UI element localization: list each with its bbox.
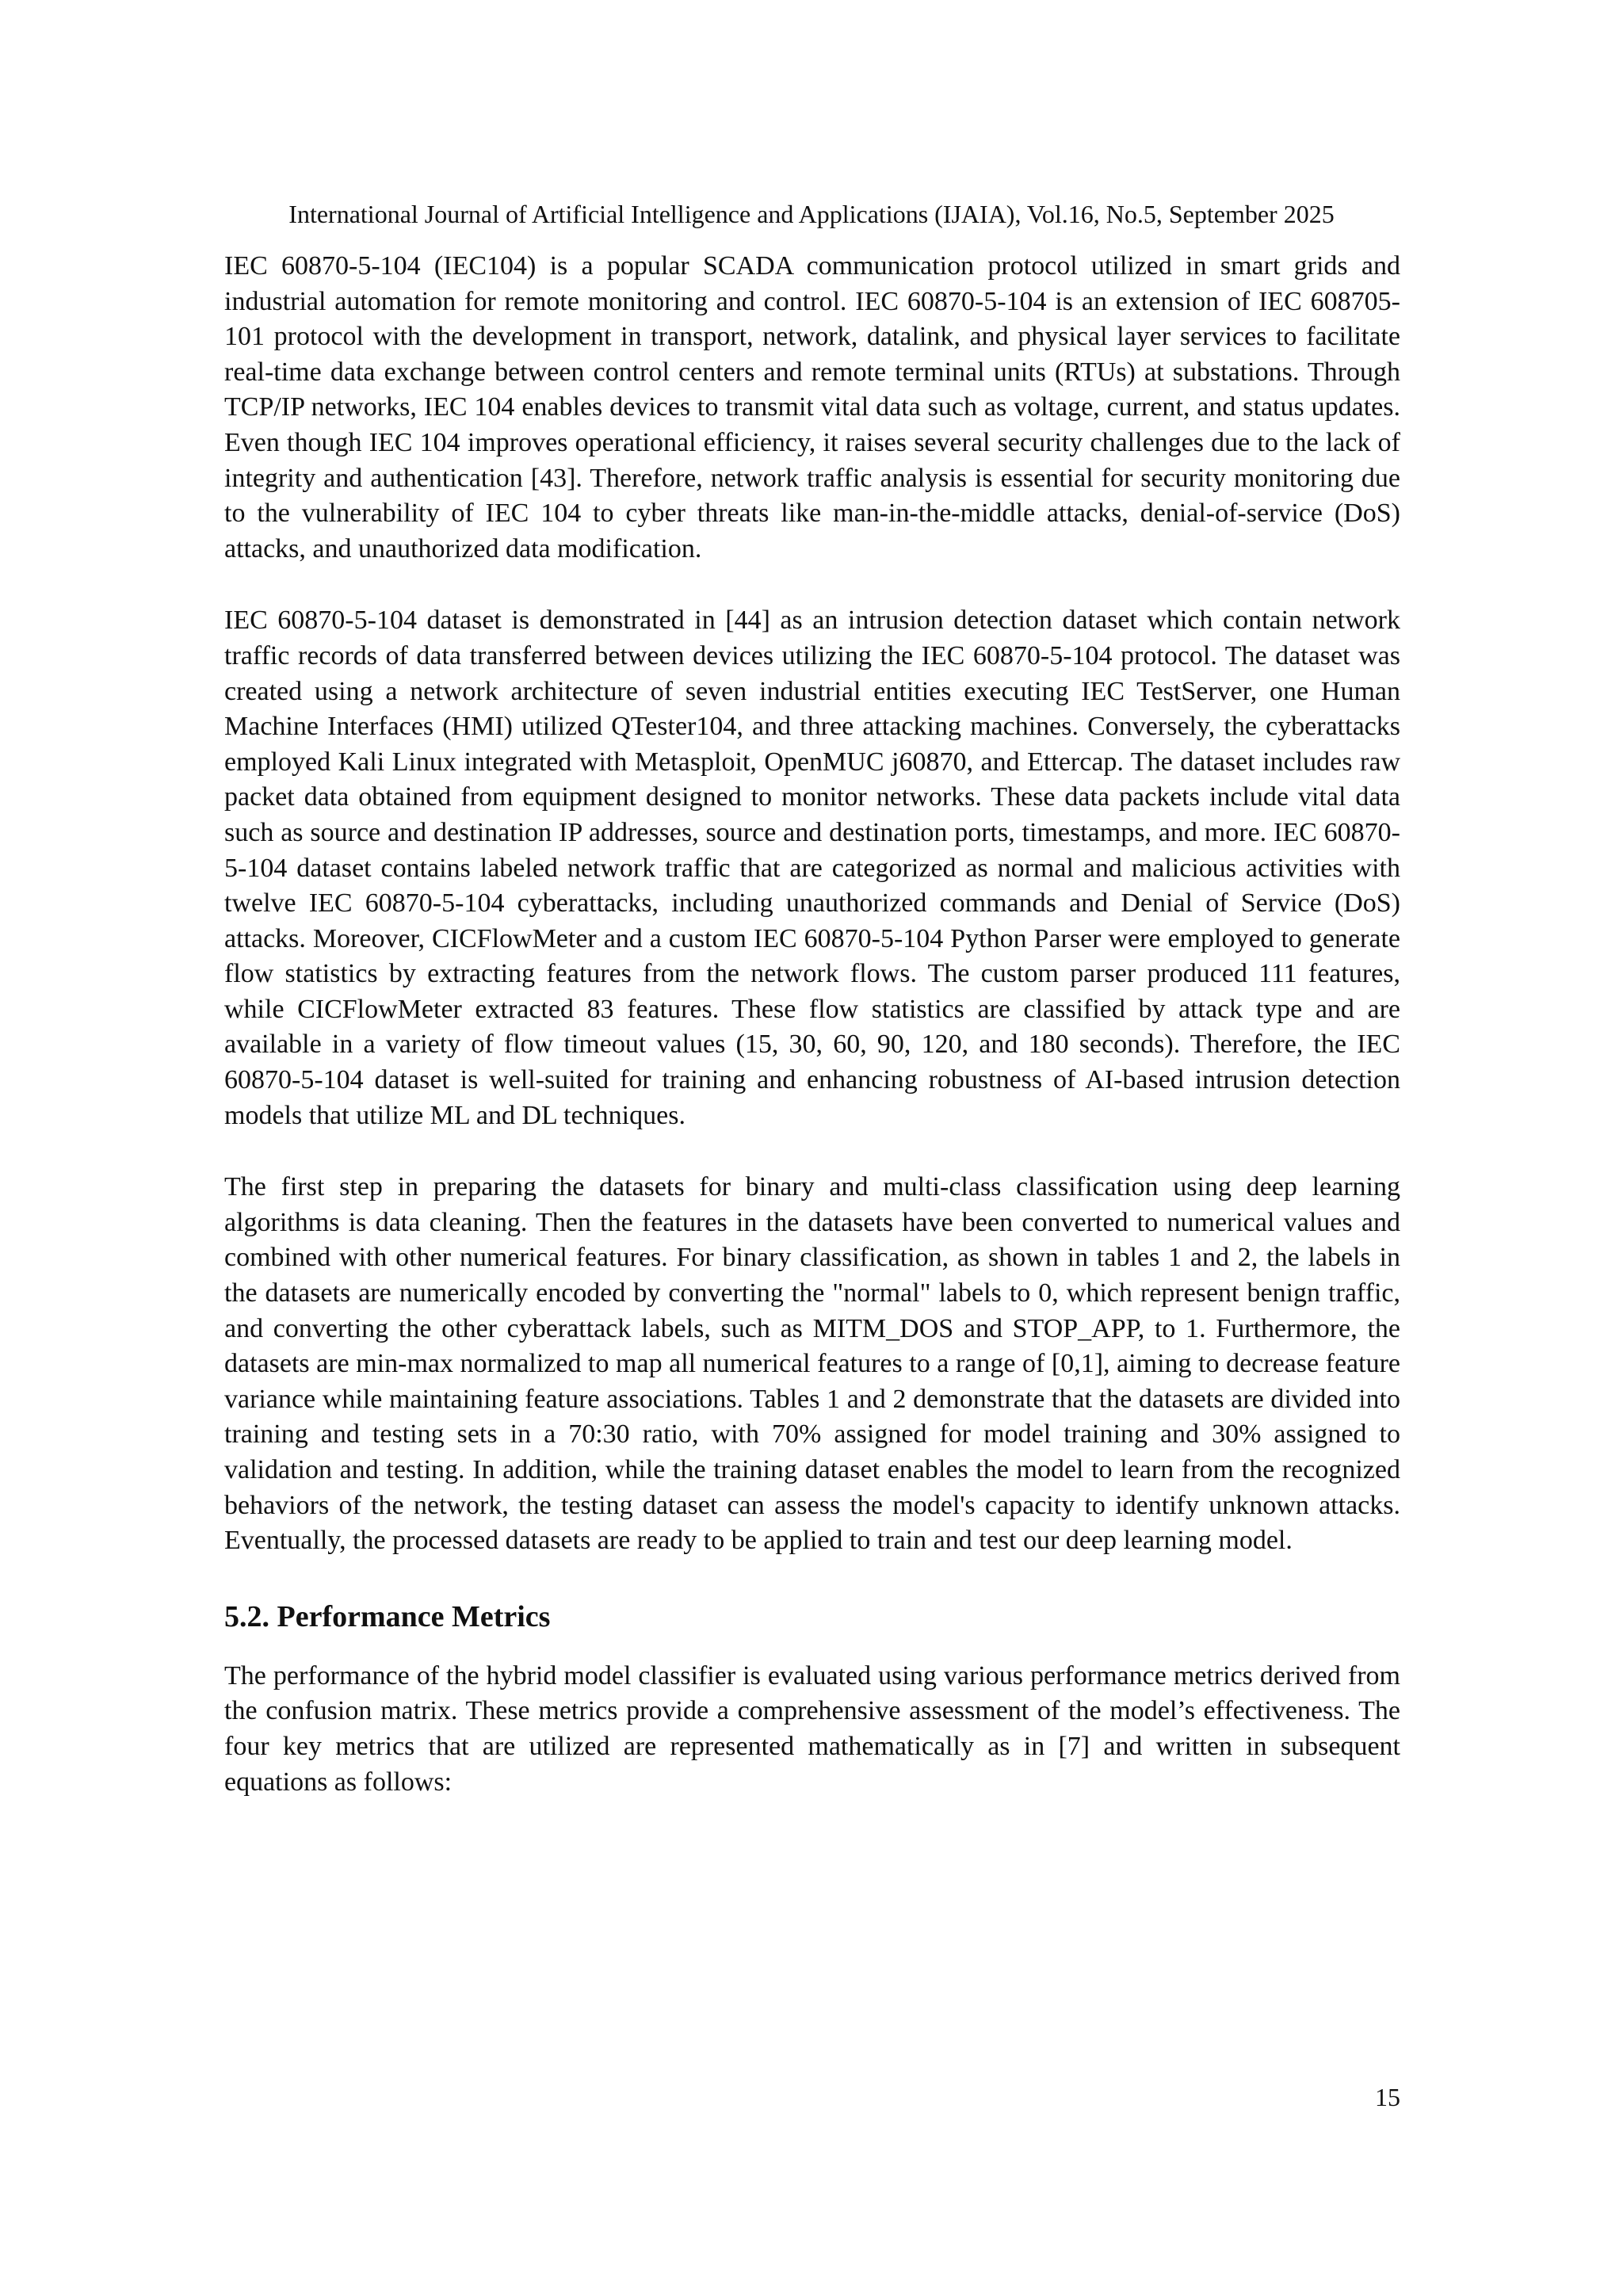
section-heading-performance-metrics: 5.2. Performance Metrics xyxy=(224,1599,551,1633)
paragraph-iec104-dataset: IEC 60870-5-104 dataset is demonstrated in [44] as an intrusion detection dataset which contain network traffic records of data transferred between devices utilizing the IEC 60870-5-104 protocol. The dataset was created using a network architecture of seven industrial entities executing IEC TestServer, one Human Machine Interfaces (HMI) utilized QTester104, and three attacking machines. Conversely, the cyberattacks employed Kali Linux integrated with Metasploit, OpenMUC j60870, and Ettercap. The dataset includes raw packet data obtained from equipment designed to monitor networks. These data packets include vital data such as source and destination IP addresses, source and destination ports, timestamps, and more. IEC 60870-5-104 dataset contains labeled network traffic that are categorized as normal and malicious activities with twelve IEC 60870-5-104 cyberattacks, including unauthorized commands and Denial of Service (DoS) attacks. Moreover, CICFlowMeter and a custom IEC 60870-5-104 Python Parser were employed to generate flow statistics by extracting features from the network flows. The custom parser produced 111 features, while CICFlowMeter extracted 83 features. These flow statistics are classified by attack type and are available in a variety of flow timeout values (15, 30, 60, 90, 120, and 180 seconds). Therefore, the IEC 60870-5-104 dataset is well-suited for training and enhancing robustness of AI-based intrusion detection models that utilize ML and DL techniques. xyxy=(224,606,1400,1130)
paragraph-iec104-intro: IEC 60870-5-104 (IEC104) is a popular SCADA communication protocol utilized in smart grids and industrial automation for remote monitoring and control. IEC 60870-5-104 is an extension of IEC 608705-101 protocol with the development in transport, network, datalink, and physical layer services to facilitate real-time data exchange between control centers and remote terminal units (RTUs) at substations. Through TCP/IP networks, IEC 104 enables devices to transmit vital data such as voltage, current, and status updates. Even though IEC 104 improves operational efficiency, it raises several security challenges due to the lack of integrity and authentication [43]. Therefore, network traffic analysis is essential for security monitoring due to the vulnerability of IEC 104 to cyber threats like man-in-the-middle attacks, denial-of-service (DoS) attacks, and unauthorized data modification. xyxy=(224,251,1400,563)
page-number: 15 xyxy=(1375,2083,1400,2111)
running-header: International Journal of Artificial Intelligence and Applications (IJAIA), Vol.16, No.5, September 2025 xyxy=(288,200,1335,228)
paragraph-data-preparation: The first step in preparing the datasets for binary and multi-class classification using deep learning algorithms is data cleaning. Then the features in the datasets have been converted to numerical values and combined with other numerical features. For binary classification, as shown in tables 1 and 2, the labels in the datasets are numerically encoded by converting the "normal" labels to 0, which represent benign traffic, and converting the other cyberattack labels, such as MITM_DOS and STOP_APP, to 1. Furthermore, the datasets are min-max normalized to map all numerical features to a range of [0,1], aiming to decrease feature variance while maintaining feature associations. Tables 1 and 2 demonstrate that the datasets are divided into training and testing sets in a 70:30 ratio, with 70% assigned for model training and 30% assigned to validation and testing. In addition, while the training dataset enables the model to learn from the recognized behaviors of the network, the testing dataset can assess the model's capacity to identify unknown attacks. Eventually, the processed datasets are ready to be applied to train and test our deep learning model. xyxy=(224,1172,1400,1556)
page-body xyxy=(224,249,1400,1800)
paragraph-performance-metrics: The performance of the hybrid model classifier is evaluated using various performance metrics derived from the confusion matrix. These metrics provide a comprehensive assessment of the model’s effectiveness. The four key metrics that are utilized are represented mathematically as in [7] and written in subsequent equations as follows: xyxy=(224,1660,1400,1797)
